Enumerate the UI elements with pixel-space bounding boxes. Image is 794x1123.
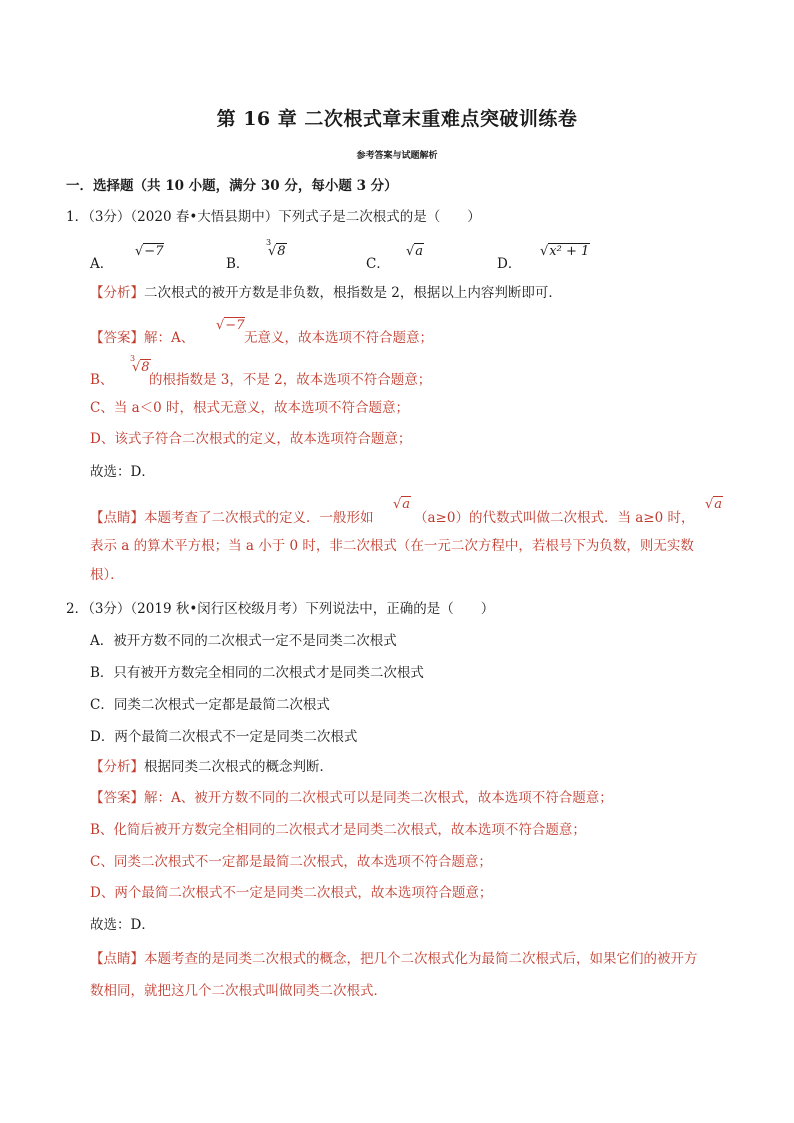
- q2-comment-tag: 【点睛】: [90, 951, 144, 967]
- q1-answer-a: [90, 329, 194, 347]
- q2-analysis-text: 根据同类二次根式的概念判断．: [144, 759, 333, 775]
- q1-option-c-math: √a: [406, 244, 424, 259]
- q1-option-b-index: 3: [266, 238, 272, 247]
- q1-answer-d: D、该式子符合二次根式的定义，故本选项符合题意；: [90, 431, 412, 447]
- q1-choose: 故选：D．: [90, 464, 155, 480]
- q1-option-a-math: √−7: [135, 244, 164, 259]
- page-subtitle: 参考答案与试题解析: [356, 151, 438, 161]
- q2-answer-a: [90, 789, 613, 807]
- q2-choose: 故选：D．: [90, 917, 155, 933]
- q2-analysis: [90, 758, 333, 776]
- q2-option-d: D．两个最简二次根式不一定是同类二次根式: [90, 729, 358, 745]
- q1-option-c-radicand: a: [415, 244, 424, 259]
- q2-option-a: A．被开方数不同的二次根式一定不是同类二次根式: [90, 633, 397, 649]
- q1-option-d-math: √x² + 1: [540, 244, 590, 259]
- q1-analysis: [90, 284, 562, 302]
- q1-comment-line1: [90, 509, 374, 527]
- q2-comment-text1: 本题考查的是同类二次根式的概念，把几个二次根式化为最简二次根式后，如果它们的被开方: [144, 951, 698, 967]
- q1-option-a-radicand: −7: [144, 244, 164, 259]
- q1-option-d-radicand: x² + 1: [549, 244, 590, 259]
- q1-comment-part2: （a≥0）的代数式叫做二次根式．当 a≥0 时，: [414, 510, 695, 526]
- q1-option-a-label: A．: [90, 256, 114, 272]
- q1-comment-math2: √a: [705, 497, 723, 512]
- q1-answer-tag: 【答案】: [90, 330, 144, 346]
- q2-answer-a-text: 解：A、被开方数不同的二次根式可以是同类二次根式，故本选项不符合题意；: [144, 790, 613, 806]
- q2-answer-tag: 【答案】: [90, 790, 144, 806]
- q1-comment-math1: √a: [393, 497, 411, 512]
- q1-stem: 1．（3分）（2020 春•大悟县期中）下列式子是二次根式的是（ ）: [66, 209, 481, 225]
- q2-answer-c: C、同类二次根式不一定都是最简二次根式，故本选项不符合题意；: [90, 854, 492, 870]
- q1-comment-line2: 表示 a 的算术平方根；当 a 小于 0 时，非二次根式（在一元二次方程中，若根号下为负数，则无实数: [90, 538, 694, 554]
- q2-stem: 2．（3分）（2019 秋•闵行区校级月考）下列说法中，正确的是（ ）: [66, 601, 495, 617]
- q2-option-b: B．只有被开方数完全相同的二次根式才是同类二次根式: [90, 665, 424, 681]
- q1-answer-c: C、当 a＜0 时，根式无意义，故本选项不符合题意；: [90, 400, 410, 416]
- q2-comment-line1: [90, 950, 698, 968]
- q2-answer-b: B、化简后被开方数完全相同的二次根式才是同类二次根式，故本选项不符合题意；: [90, 822, 586, 838]
- q1-comment-radicand2: a: [714, 497, 723, 512]
- q1-comment-line3: 根）．: [90, 567, 124, 583]
- q1-answer-a-prefix: 解：A、: [144, 330, 195, 346]
- q1-option-c-label: C．: [366, 256, 390, 272]
- q1-option-b-radicand: 8: [277, 244, 286, 259]
- q1-answer-b-radicand: 8: [141, 360, 150, 375]
- q1-comment-tag: 【点睛】: [90, 510, 144, 526]
- q1-analysis-text: 二次根式的被开方数是非负数，根指数是 2，根据以上内容判断即可．: [144, 285, 562, 301]
- q1-comment-radicand1: a: [402, 497, 411, 512]
- q1-answer-b-math: 3 √8: [130, 354, 150, 375]
- q1-option-d-label: D．: [497, 256, 522, 272]
- q1-analysis-tag: 【分析】: [90, 285, 144, 301]
- q1-answer-a-radicand: −7: [225, 318, 245, 333]
- q1-answer-a-suffix: 无意义，故本选项不符合题意；: [244, 330, 433, 346]
- q1-answer-a-math: √−7: [216, 318, 245, 333]
- q2-comment-line2: 数相同，就把这几个二次根式叫做同类二次根式．: [90, 983, 387, 999]
- q1-comment-part1: 本题考查了二次根式的定义．一般形如: [144, 510, 374, 526]
- section-heading: 一．选择题（共 10 小题，满分 30 分，每小题 3 分）: [66, 178, 398, 194]
- page-title: 第 16 章 二次根式章末重难点突破训练卷: [216, 108, 578, 130]
- q1-answer-b-prefix: B、: [90, 372, 114, 388]
- q1-option-b-label: B．: [226, 256, 250, 272]
- q1-option-b-math: 3 √8: [266, 238, 286, 259]
- q1-answer-b-index: 3: [130, 354, 136, 363]
- q2-analysis-tag: 【分析】: [90, 759, 144, 775]
- q2-answer-d: D、两个最简二次根式不一定是同类二次根式，故本选项符合题意；: [90, 885, 493, 901]
- q1-answer-b-suffix: 的根指数是 3，不是 2，故本选项不符合题意；: [149, 372, 432, 388]
- q2-option-c: C．同类二次根式一定都是最简二次根式: [90, 697, 330, 713]
